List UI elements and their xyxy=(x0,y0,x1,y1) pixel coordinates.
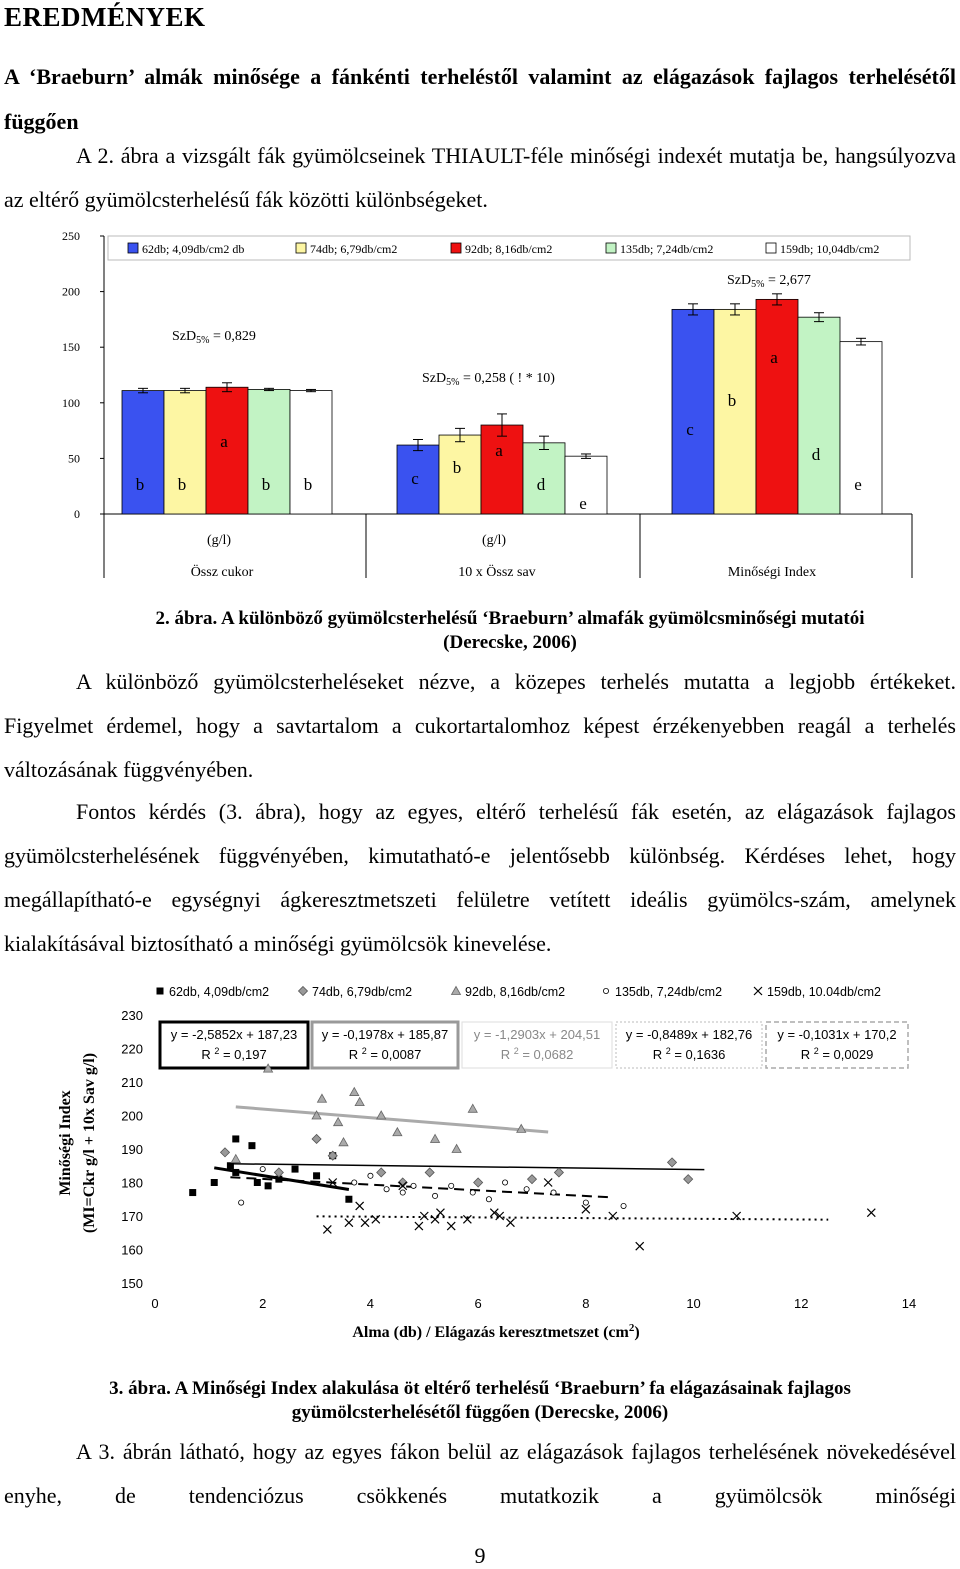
legend-swatch xyxy=(128,243,138,253)
data-point xyxy=(474,1178,483,1187)
y-tick-label: 160 xyxy=(121,1242,143,1258)
data-point xyxy=(211,1179,218,1186)
regression-equation: y = -0,1978x + 185,87 xyxy=(321,1027,449,1042)
group-category-label: 10 x Össz sav xyxy=(458,565,536,580)
figure-2-caption-line-1: 2. ábra. A különböző gyümölcsterhelésű ‘Braeburn’ almafák gyümölcsminőségi mutatói xyxy=(155,608,865,629)
legend-entry: 159db, 10.04db/cm2 xyxy=(767,985,881,999)
r-squared-value: R $^2$ = 0,0682 xyxy=(500,1046,574,1062)
figure-3-caption-line-1: 3. ábra. A Minőségi Index alakulása öt eltérő terhelésű ‘Braeburn’ fa elágazásainak fajlagos xyxy=(109,1378,851,1399)
y-tick-label: 250 xyxy=(62,229,80,243)
r-squared-value: R $^2$ = 0,0087 xyxy=(348,1046,422,1062)
figure-2-bar-chart xyxy=(0,228,960,584)
data-point xyxy=(339,1138,348,1146)
data-point xyxy=(299,987,308,996)
page-number: 9 xyxy=(474,1543,486,1568)
data-point xyxy=(254,1179,261,1186)
significance-letter: e xyxy=(579,494,587,513)
regression-equation: y = -1,2903x + 204,51 xyxy=(473,1027,601,1042)
data-point xyxy=(754,987,762,995)
data-point xyxy=(372,1215,380,1223)
trend-line xyxy=(230,1164,704,1170)
significance-letter: b xyxy=(261,475,271,494)
data-point xyxy=(447,1222,455,1230)
y-tick-label: 190 xyxy=(121,1142,143,1157)
bar xyxy=(672,309,714,514)
y-tick-label: 0 xyxy=(74,507,80,521)
significance-letter: a xyxy=(495,441,503,460)
data-point xyxy=(350,1088,359,1096)
group-unit-label: (g/l) xyxy=(481,533,507,548)
y-tick-label: 150 xyxy=(62,340,80,355)
data-point xyxy=(227,1162,234,1169)
data-point xyxy=(684,1175,693,1184)
paragraph-4-text: A 3. ábrán látható, hogy az egyes fákon belül az elágazások fajlagos terhelésének növekedésével enyhe, de tendenciózus csökkenés mutatkozik a gyümölcsök minőségi xyxy=(4,1439,956,1508)
data-point xyxy=(189,1189,196,1196)
data-point xyxy=(452,1145,461,1153)
x-tick-label: 0 xyxy=(151,1296,159,1311)
data-point xyxy=(157,988,164,995)
trend-line xyxy=(236,1107,548,1132)
significance-letter: b xyxy=(452,458,462,477)
x-tick-label: 2 xyxy=(259,1296,267,1311)
data-point xyxy=(345,1219,353,1227)
legend-swatch xyxy=(451,243,461,253)
x-tick-label: 10 xyxy=(686,1296,701,1311)
legend-swatch xyxy=(296,243,306,253)
y-tick-label: 180 xyxy=(121,1175,143,1191)
data-point xyxy=(356,1202,364,1210)
lsd-annotation: SzD$_{5\%}$ = 0,829 xyxy=(172,329,256,346)
data-point xyxy=(551,1190,556,1195)
data-point xyxy=(506,1219,514,1227)
group-category-label: Össz cukor xyxy=(190,565,254,580)
legend-entry: 135db; 7,24db/cm2 xyxy=(620,242,714,256)
significance-letter: b xyxy=(303,475,313,494)
figure-3-caption-line-2: gyümölcsterhelésétől függően (Derecske, 2006) xyxy=(291,1402,669,1423)
bar xyxy=(714,309,756,514)
data-point xyxy=(221,1148,230,1157)
data-point xyxy=(603,988,608,993)
paragraph-1 xyxy=(4,134,956,222)
y-tick-label: 50 xyxy=(68,451,80,466)
data-point xyxy=(431,1134,440,1142)
data-point xyxy=(468,1104,477,1112)
significance-letter: b xyxy=(135,475,145,494)
data-point xyxy=(248,1142,255,1149)
bar xyxy=(756,299,798,514)
legend-entry: 92db; 8,16db/cm2 xyxy=(465,242,553,256)
data-point xyxy=(415,1222,423,1230)
data-point xyxy=(544,1179,552,1187)
data-point xyxy=(420,1212,428,1220)
significance-letter: a xyxy=(220,432,228,451)
r-squared-value: R $^2$ = 0,197 xyxy=(201,1046,267,1062)
paragraph-1-text: A 2. ábra a vizsgált fák gyümölcseinek THIAULT-féle minőségi indexét mutatja be, hangsúlyozva az eltérő gyümölcsterhelésű fák közötti különbségeket. xyxy=(4,143,956,212)
data-point xyxy=(231,1155,240,1163)
data-point xyxy=(432,1193,437,1198)
bar xyxy=(248,389,290,514)
bar xyxy=(798,317,840,514)
section-subheading: A ‘Braeburn’ almák minősége a fánkénti terheléstől valamint az elágazások fajlagos terhelésétől függően xyxy=(4,64,956,134)
legend-entry: 62db; 4,09db/cm2 db xyxy=(142,242,245,256)
data-point xyxy=(668,1158,677,1167)
data-point xyxy=(621,1203,626,1208)
significance-letter: d xyxy=(811,445,821,464)
bar xyxy=(122,391,164,514)
regression-equation: y = -0,8489x + 182,76 xyxy=(625,1027,753,1042)
data-point xyxy=(609,1212,617,1220)
data-point xyxy=(502,1180,507,1185)
group-category-label: Minőségi Index xyxy=(727,565,817,580)
data-point xyxy=(239,1200,244,1205)
bar xyxy=(164,391,206,514)
data-point xyxy=(377,1168,386,1177)
data-point xyxy=(636,1242,644,1250)
data-point xyxy=(436,1209,444,1217)
data-point xyxy=(411,1183,416,1188)
figure-2-caption xyxy=(60,607,960,655)
data-point xyxy=(400,1190,405,1195)
y-axis-label: Minőségi Index xyxy=(57,1090,74,1196)
data-point xyxy=(352,1180,357,1185)
significance-letter: e xyxy=(854,475,862,494)
data-point xyxy=(452,987,461,995)
data-point xyxy=(524,1187,529,1192)
y-tick-label: 150 xyxy=(121,1276,143,1291)
section-heading: EREDMÉNYEK xyxy=(4,2,206,32)
paragraph-2 xyxy=(4,660,956,792)
legend-entry: 159db; 10,04db/cm2 xyxy=(780,242,880,256)
bar-chart-plot xyxy=(62,229,912,580)
data-point xyxy=(274,1168,283,1177)
figure-3-caption xyxy=(60,1377,900,1425)
bar xyxy=(481,425,523,514)
trend-line xyxy=(317,1216,829,1219)
data-point xyxy=(355,1098,364,1106)
y-tick-label: 200 xyxy=(121,1108,143,1124)
y-tick-label: 170 xyxy=(121,1209,143,1224)
legend-entry: 74db, 6,79db/cm2 xyxy=(312,985,413,999)
regression-equation: y = -2,5852x + 187,23 xyxy=(170,1027,298,1042)
x-tick-label: 12 xyxy=(794,1296,809,1311)
significance-letter: b xyxy=(177,475,187,494)
data-point xyxy=(431,1215,439,1223)
significance-letter: c xyxy=(686,420,694,439)
r-squared-value: R $^2$ = 0,1636 xyxy=(652,1046,726,1062)
data-point xyxy=(384,1187,389,1192)
group-unit-label: (g/l) xyxy=(206,533,232,548)
paragraph-4 xyxy=(4,1430,956,1518)
scatter-chart-plot xyxy=(57,985,916,1341)
y-tick-label: 200 xyxy=(62,284,80,299)
legend-entry: 62db, 4,09db/cm2 xyxy=(169,985,270,999)
data-point xyxy=(528,1175,537,1184)
significance-letter: c xyxy=(411,469,419,488)
bar xyxy=(290,391,332,514)
data-point xyxy=(867,1209,875,1217)
y-tick-label: 210 xyxy=(121,1075,143,1090)
lsd-annotation: SzD$_{5\%}$ = 2,677 xyxy=(727,273,811,290)
data-point xyxy=(317,1094,326,1102)
data-point xyxy=(449,1183,454,1188)
regression-equation: y = -0,1031x + 170,2 xyxy=(777,1027,897,1042)
data-point xyxy=(232,1169,239,1176)
data-point xyxy=(582,1205,590,1213)
paragraph-3-text: Fontos kérdés (3. ábra), hogy az egyes, eltérő terhelésű fák esetén, az elágazások fajlagos gyümölcsterhelésének függvényében, kimutatható-e jelentősebb különbség. Kérdéses lehet, hogy megállapítható-e egységnyi ágkeresztmetszeti felületre vetített ideális gyümölcs-szám, amelynek kialakításával biztosítható a minőségi gyümölcsök kinevelése. xyxy=(4,799,956,956)
x-axis-label: Alma (db) / Elágazás keresztmetszet $(cm^2)$ xyxy=(352,1322,640,1341)
data-point xyxy=(377,1111,386,1119)
data-point xyxy=(232,1135,239,1142)
legend-entry: 135db, 7,24db/cm2 xyxy=(615,985,723,999)
legend-swatch xyxy=(766,243,776,253)
data-point xyxy=(313,1172,320,1179)
figure-3-scatter-chart xyxy=(0,975,960,1350)
data-point xyxy=(323,1225,331,1233)
data-point xyxy=(334,1118,343,1126)
x-tick-label: 14 xyxy=(901,1296,917,1311)
significance-letter: b xyxy=(727,391,737,410)
legend-entry: 92db, 8,16db/cm2 xyxy=(465,985,566,999)
data-point xyxy=(292,1166,299,1173)
x-tick-label: 4 xyxy=(366,1296,375,1311)
data-point xyxy=(361,1219,369,1227)
x-tick-label: 6 xyxy=(474,1296,482,1311)
significance-letter: a xyxy=(770,348,778,367)
data-point xyxy=(470,1190,475,1195)
data-point xyxy=(486,1197,491,1202)
significance-letter: d xyxy=(536,475,546,494)
data-point xyxy=(345,1196,352,1203)
data-point xyxy=(425,1168,434,1177)
data-point xyxy=(260,1167,265,1172)
x-tick-label: 8 xyxy=(582,1296,590,1311)
y-axis-label-line-2: (MI=Ckr g/l + 10x Sav g/l) xyxy=(81,1052,98,1234)
figure-2-caption-line-2: (Derecske, 2006) xyxy=(443,632,577,653)
data-point xyxy=(368,1173,373,1178)
y-tick-label: 230 xyxy=(121,1008,143,1023)
paragraph-2-text: A különböző gyümölcsterheléseket nézve, a közepes terhelés mutatta a legjobb értékeket. Figyelmet érdemel, hogy a savtartalom a cukortartalomhoz képest érzékenyebben reagál a terhelés változásának függvényében. xyxy=(4,669,956,782)
y-tick-label: 100 xyxy=(62,395,80,410)
data-point xyxy=(583,1200,588,1205)
data-point xyxy=(554,1168,563,1177)
paragraph-3 xyxy=(4,790,956,966)
y-tick-label: 220 xyxy=(121,1041,143,1057)
legend-swatch xyxy=(606,243,616,253)
legend-entry: 74db; 6,79db/cm2 xyxy=(310,242,398,256)
lsd-annotation: SzD$_{5\%}$ = 0,258 ( ! * 10) xyxy=(422,371,555,388)
data-point xyxy=(393,1128,402,1136)
data-point xyxy=(265,1182,272,1189)
data-point xyxy=(312,1134,321,1143)
r-squared-value: R $^2$ = 0,0029 xyxy=(800,1046,874,1062)
